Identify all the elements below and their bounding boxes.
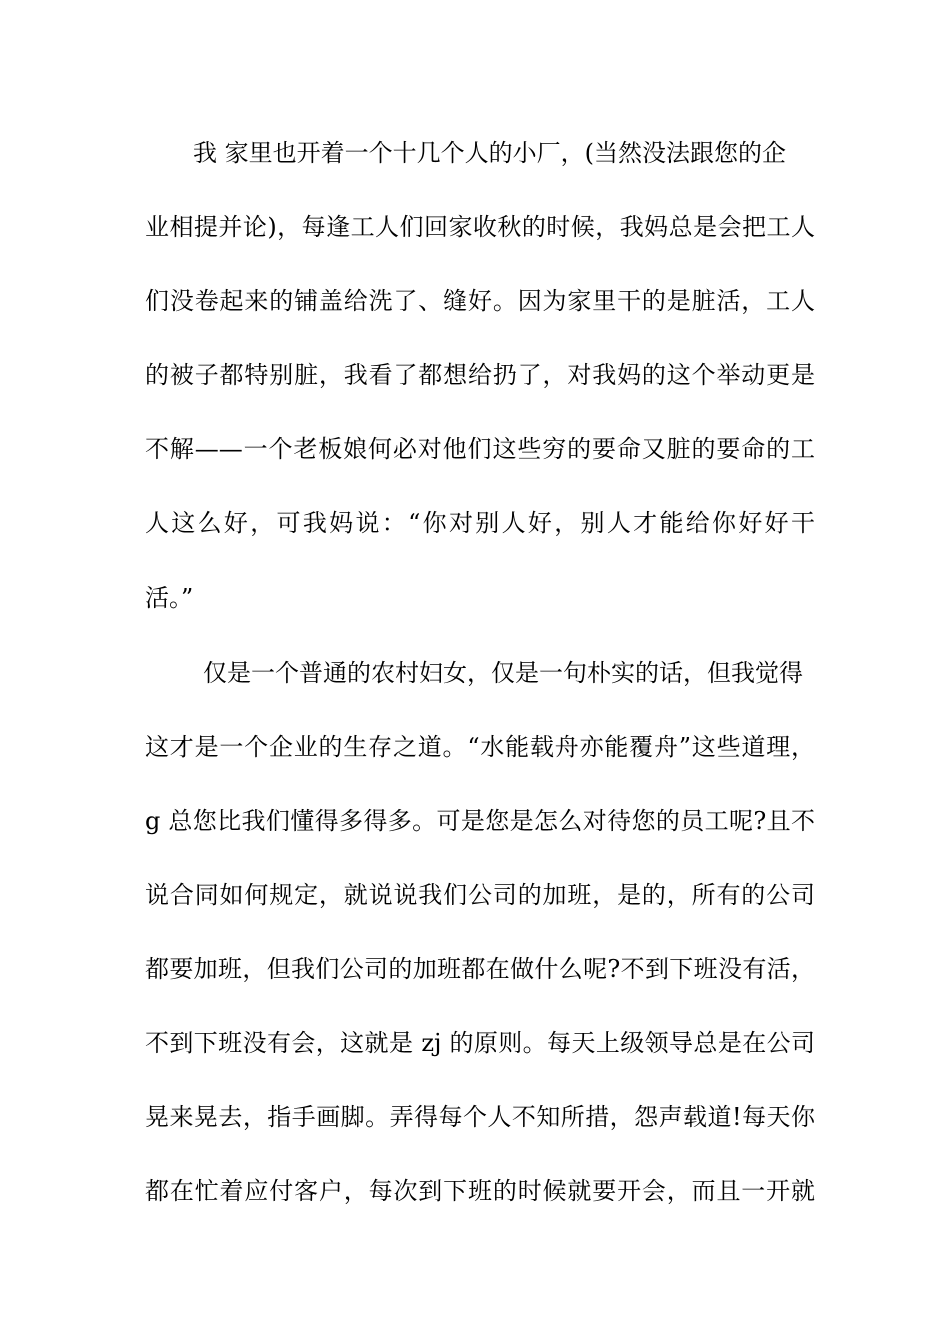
paragraph-1-line-3: 们没卷起来的铺盖给洗了、缝好。因为家里干的是脏活，工人: [145, 287, 815, 315]
paragraph-1-line-1: 我 家里也开着一个十几个人的小厂，(当然没法跟您的企: [193, 139, 786, 167]
paragraph-1-line-6: 人这么好，可我妈说：“你对别人好，别人才能给你好好干: [145, 509, 815, 537]
paragraph-1-line-2: 业相提并论)，每逢工人们回家收秋的时候，我妈总是会把工人: [145, 213, 815, 241]
paragraph-2-line-3: g 总您比我们懂得多得多。可是您是怎么对待您的员工呢?且不: [145, 807, 815, 835]
paragraph-2-line-6: 不到下班没有会，这就是 zj 的原则。每天上级领导总是在公司: [145, 1029, 815, 1057]
paragraph-1-line-4: 的被子都特别脏，我看了都想给扔了，对我妈的这个举动更是: [145, 361, 815, 389]
paragraph-1-line-5: 不解——一个老板娘何必对他们这些穷的要命又脏的要命的工: [145, 435, 815, 463]
paragraph-2-line-1: 仅是一个普通的农村妇女，仅是一句朴实的话，但我觉得: [203, 659, 803, 687]
paragraph-1-line-7: 活。”: [145, 584, 194, 612]
paragraph-2-line-7: 晃来晃去，指手画脚。弄得每个人不知所措，怨声载道!每天你: [145, 1103, 815, 1131]
paragraph-2-line-4: 说合同如何规定，就说说我们公司的加班，是的，所有的公司: [145, 881, 815, 909]
paragraph-2-line-8: 都在忙着应付客户，每次到下班的时候就要开会，而且一开就: [145, 1177, 815, 1205]
paragraph-2-line-2: 这才是一个企业的生存之道。“水能载舟亦能覆舟”这些道理，: [145, 733, 815, 761]
paragraph-2-line-5: 都要加班，但我们公司的加班都在做什么呢?不到下班没有活，: [145, 955, 815, 983]
